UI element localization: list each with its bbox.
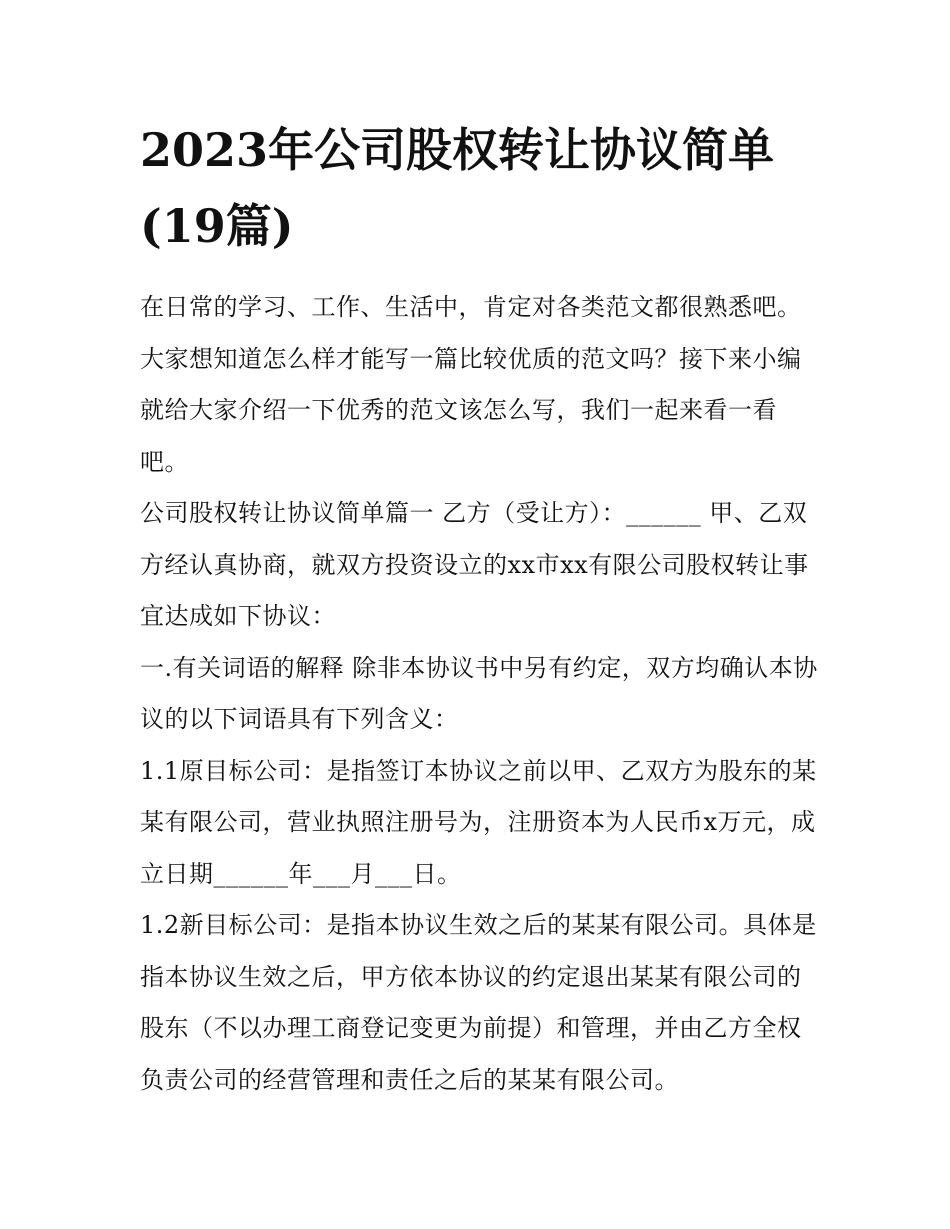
clause-1-2-paragraph: 1.2新目标公司：是指本协议生效之后的某某有限公司。具体是指本协议生效之后，甲方依本协议的约定退出某某有限公司的股东（不以办理工商登记变更为前提）和管理，并由乙方全权负责公司的经营管理和责任之后的某某有限公司。 xyxy=(140,911,817,1094)
agreement-opening-paragraph: 公司股权转让协议简单篇一 乙方（受让方）：______ 甲、乙双方经认真协商，就双方投资设立的xx市xx有限公司股权转让事宜达成如下协议： xyxy=(140,499,809,630)
document-page xyxy=(140,112,820,1106)
intro-paragraph: 在日常的学习、工作、生活中，肯定对各类范文都很熟悉吧。大家想知道怎么样才能写一篇比较优质的范文吗？接下来小编就给大家介绍一下优秀的范文该怎么写，我们一起来看一看吧。 xyxy=(140,293,802,476)
definitions-heading-paragraph: 一.有关词语的解释 除非本协议书中另有约定，双方均确认本协议的以下词语具有下列含义： xyxy=(140,653,818,733)
clause-1-1-paragraph: 1.1原目标公司：是指签订本协议之前以甲、乙双方为股东的某某有限公司，营业执照注册号为，注册资本为人民币x万元，成立日期______年___月___日。 xyxy=(140,756,817,888)
document-title: 2023年公司股权转让协议简单(19篇) xyxy=(140,123,775,253)
